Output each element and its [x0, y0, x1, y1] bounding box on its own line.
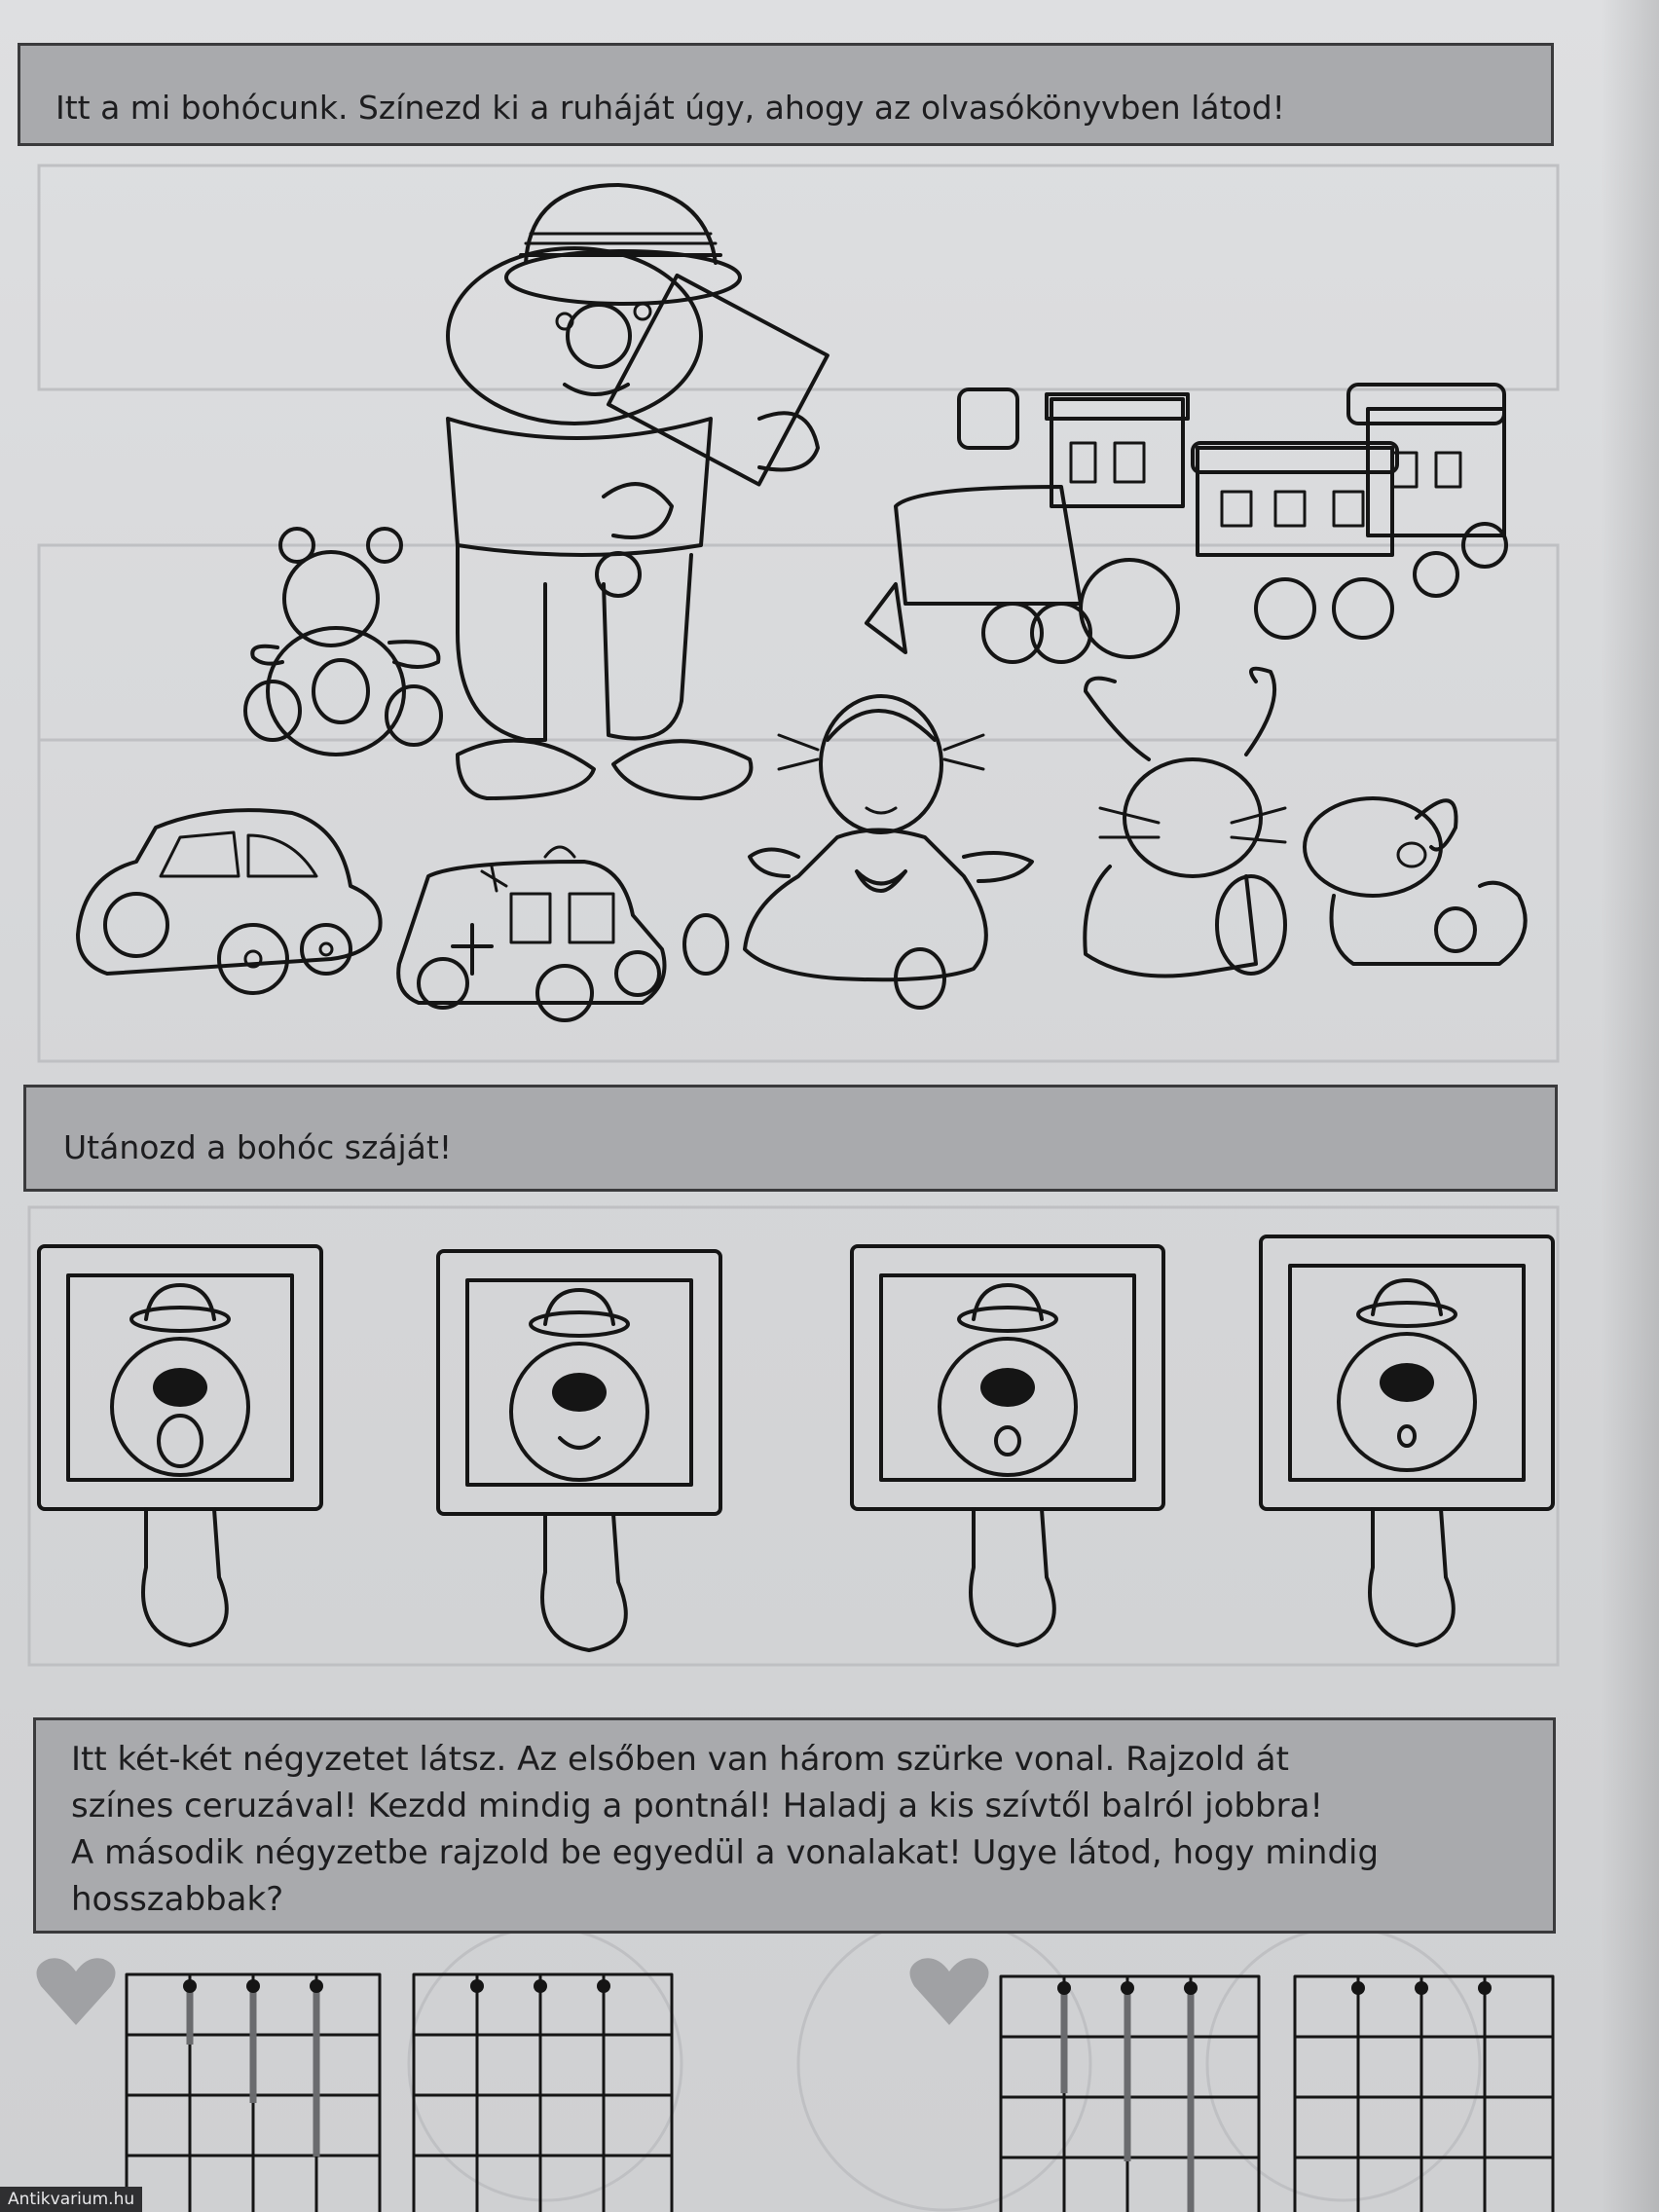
heart-icon	[910, 1958, 989, 2025]
practice-grid-2b	[1295, 1976, 1553, 2212]
practice-grid-1b	[414, 1974, 672, 2212]
instruction-line-2: színes ceruzával! Kezdd mindig a pontnál! Haladj a kis szívtől balról jobbra!	[71, 1787, 1324, 1825]
practice-grid-1a	[127, 1974, 380, 2212]
instruction-line-3: A második négyzetbe rajzold be egyedül a vonalakat! Ugye látod, hogy mindig	[71, 1833, 1380, 1872]
instruction-line-4: hosszabbak?	[71, 1880, 284, 1919]
practice-grid-2a	[1001, 1976, 1259, 2212]
instruction-text: Utánozd a bohóc száját!	[63, 1128, 453, 1166]
instruction-text: Itt a mi bohócunk. Színezd ki a ruháját úgy, ahogy az olvasókönyvben látod!	[55, 89, 1285, 127]
heart-icon	[37, 1958, 116, 2025]
instruction-line-1: Itt két-két négyzetet látsz. Az elsőben van három szürke vonal. Rajzold át	[71, 1740, 1289, 1779]
watermark-label: Antikvarium.hu	[0, 2187, 142, 2212]
